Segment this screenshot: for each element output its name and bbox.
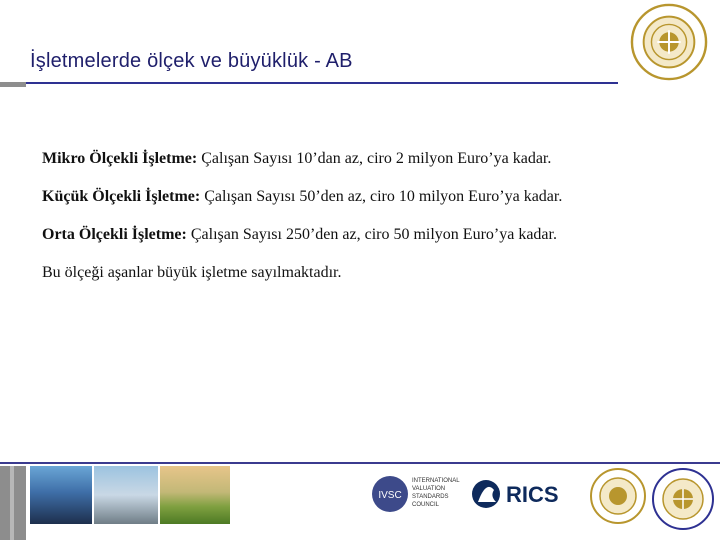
footer-stripe bbox=[0, 466, 26, 540]
paragraph-small bbox=[42, 186, 674, 207]
paragraph-micro bbox=[42, 148, 674, 169]
ivsc-line-2: VALUATION bbox=[412, 486, 446, 492]
countryside-photo bbox=[160, 466, 230, 524]
skyscraper-photo bbox=[94, 466, 158, 524]
ivsc-line-4: COUNCIL bbox=[412, 502, 440, 508]
content-body bbox=[42, 148, 674, 300]
ivsc-logo bbox=[368, 466, 464, 540]
term-description: Çalışan Sayısı 50’den az, ciro 10 milyon Euro’ya kadar. bbox=[200, 188, 563, 205]
term-description: Çalışan Sayısı 250’den az, ciro 50 milyon Euro’ya kadar. bbox=[186, 226, 557, 243]
term-label: Orta Ölçekli İşletme: bbox=[42, 226, 187, 243]
university-seal-logo bbox=[630, 3, 708, 81]
ivsc-mark-text: IVSC bbox=[378, 490, 402, 501]
paragraph-large bbox=[42, 262, 674, 283]
seal-logo-gold bbox=[588, 466, 648, 540]
rics-wordmark: RICS bbox=[506, 482, 559, 507]
paragraph-medium bbox=[42, 224, 674, 245]
ivsc-line-1: INTERNATIONAL bbox=[412, 478, 460, 484]
title-divider-accent bbox=[0, 82, 26, 87]
title-divider bbox=[0, 82, 618, 84]
ivsc-line-3: STANDARDS bbox=[412, 494, 449, 500]
university-seal-footer bbox=[650, 466, 716, 540]
term-description: Bu ölçeği aşanlar büyük işletme sayılmaktadır. bbox=[42, 264, 342, 281]
term-label: Mikro Ölçekli İşletme: bbox=[42, 150, 198, 167]
rics-logo bbox=[468, 466, 578, 540]
footer-divider bbox=[0, 462, 720, 464]
city-night-photo bbox=[30, 466, 92, 524]
term-description: Çalışan Sayısı 10’dan az, ciro 2 milyon Euro’ya kadar. bbox=[197, 150, 552, 167]
page-title: İşletmelerde ölçek ve büyüklük - AB bbox=[30, 50, 353, 72]
term-label: Küçük Ölçekli İşletme: bbox=[42, 188, 201, 205]
